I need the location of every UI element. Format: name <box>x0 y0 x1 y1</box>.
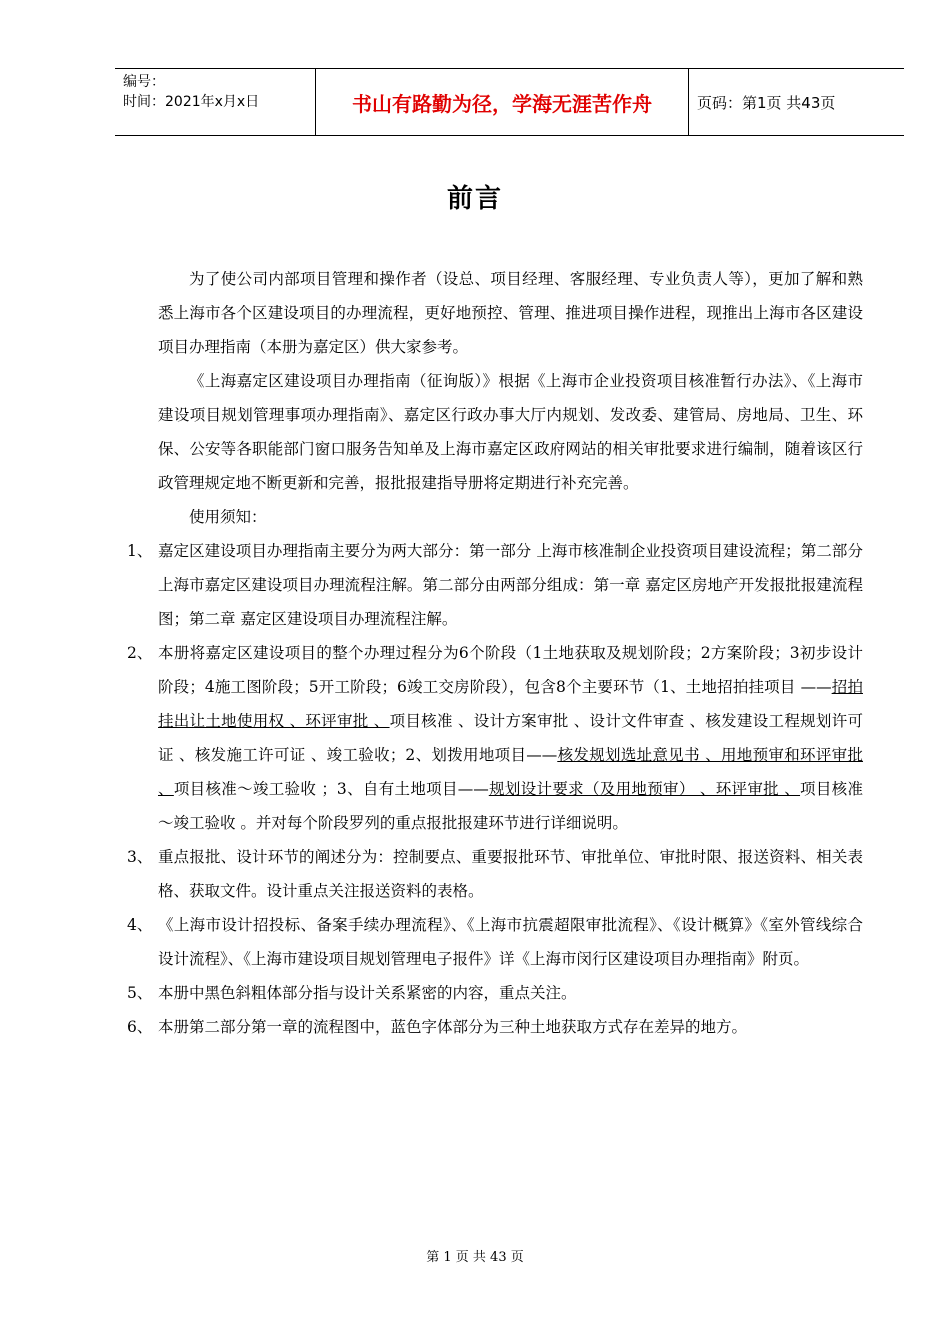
page-header <box>115 68 904 136</box>
document-body <box>127 262 864 1044</box>
list-item <box>127 908 863 976</box>
list-text: 本册将嘉定区建设项目的整个办理过程分为6个阶段（1土地获取及规划阶段；2方案阶段；3初步设计阶段；4施工图阶段；5开工阶段；6竣工交房阶段），包含8个主要环节（1、土地招拍挂项目 —— <box>158 644 863 696</box>
underlined-text: 招拍挂出让土地使用权 、环评审批 、 <box>158 678 863 730</box>
header-code: 编号： <box>123 74 165 90</box>
paragraph: 《上海嘉定区建设项目办理指南（征询版）》根据《上海市企业投资项目核准暂行办法》、《上海市建设项目规划管理事项办理指南》、嘉定区行政办事大厅内规划、发改委、建管局、房地局、卫生、环保、公安等各职能部门窗口服务告知单及上海市嘉定区政府网站的相关审批要求进行编制，随着该区行政管理规定地不断更新和完善，报批报建指导册将定期进行补充完善。 <box>158 372 863 492</box>
list-number: 2、 <box>127 644 153 662</box>
header-page: 页码：第1页 共43页 <box>697 93 836 112</box>
header-time: 时间：2021年x月x日 <box>123 94 260 110</box>
list-number: 3、 <box>127 848 153 866</box>
list-text: 嘉定区建设项目办理指南主要分为两大部分：第一部分 上海市核准制企业投资项目建设流程；第二部分 上海市嘉定区建设项目办理流程注解。第二部分由两部分组成：第一章 嘉定区房地产开发报批报建流程图；第二章 嘉定区建设项目办理流程注解。 <box>158 542 863 628</box>
list-item <box>127 976 863 1010</box>
list-item <box>127 1010 863 1044</box>
notice-label: 使用须知： <box>189 508 267 526</box>
list-item <box>127 636 863 840</box>
paragraph: 为了使公司内部项目管理和操作者（设总、项目经理、客服经理、专业负责人等），更加了解和熟悉上海市各个区建设项目的办理流程，更好地预控、管理、推进项目操作进程，现推出上海市各区建设项目办理指南（本册为嘉定区）供大家参考。 <box>158 270 863 356</box>
list-number: 5、 <box>127 984 153 1002</box>
list-text: 《上海市设计招投标、备案手续办理流程》、《上海市抗震超限审批流程》、《设计概算》《室外管线综合设计流程》、《上海市建设项目规划管理电子报件》详《上海市闵行区建设项目办理指南》附页。 <box>158 916 863 968</box>
list-number: 1、 <box>127 542 153 560</box>
list-text: 项目核准～竣工验收 ；3、自有土地项目—— <box>173 780 489 798</box>
underlined-text: 核发规划选址意见书 、用地预审和环评审批 、 <box>158 746 864 798</box>
list-text: 本册第二部分第一章的流程图中，蓝色字体部分为三种土地获取方式存在差异的地方。 <box>158 1018 748 1036</box>
page-footer: 第 1 页 共 43 页 <box>426 1250 524 1265</box>
list-item <box>127 534 863 636</box>
underlined-text: 规划设计要求（及用地预审） 、环评审批 、 <box>488 780 801 798</box>
header-motto: 书山有路勤为径，学海无涯苦作舟 <box>352 91 652 116</box>
list-text: 重点报批、设计环节的阐述分为：控制要点、重要报批环节、审批单位、审批时限、报送资料、相关表格、获取文件。设计重点关注报送资料的表格。 <box>158 848 863 900</box>
document-title: 前言 <box>446 184 503 214</box>
header-info <box>115 69 315 135</box>
list-item <box>127 840 863 908</box>
list-number: 4、 <box>127 916 153 934</box>
list-text: 项目核准 、设计方案审批 、设计文件审查 、核发建设工程规划许可证 、核发施工许可证 、竣工验收；2、划拨用地项目—— <box>158 712 863 764</box>
header-motto-cell <box>315 69 689 135</box>
list-text: 项目核准 ～竣工验收 。并对每个阶段罗列的重点报批报建环节进行详细说明。 <box>158 780 863 832</box>
list-number: 6、 <box>127 1018 153 1036</box>
list-text: 本册中黑色斜粗体部分指与设计关系紧密的内容，重点关注。 <box>158 984 577 1002</box>
